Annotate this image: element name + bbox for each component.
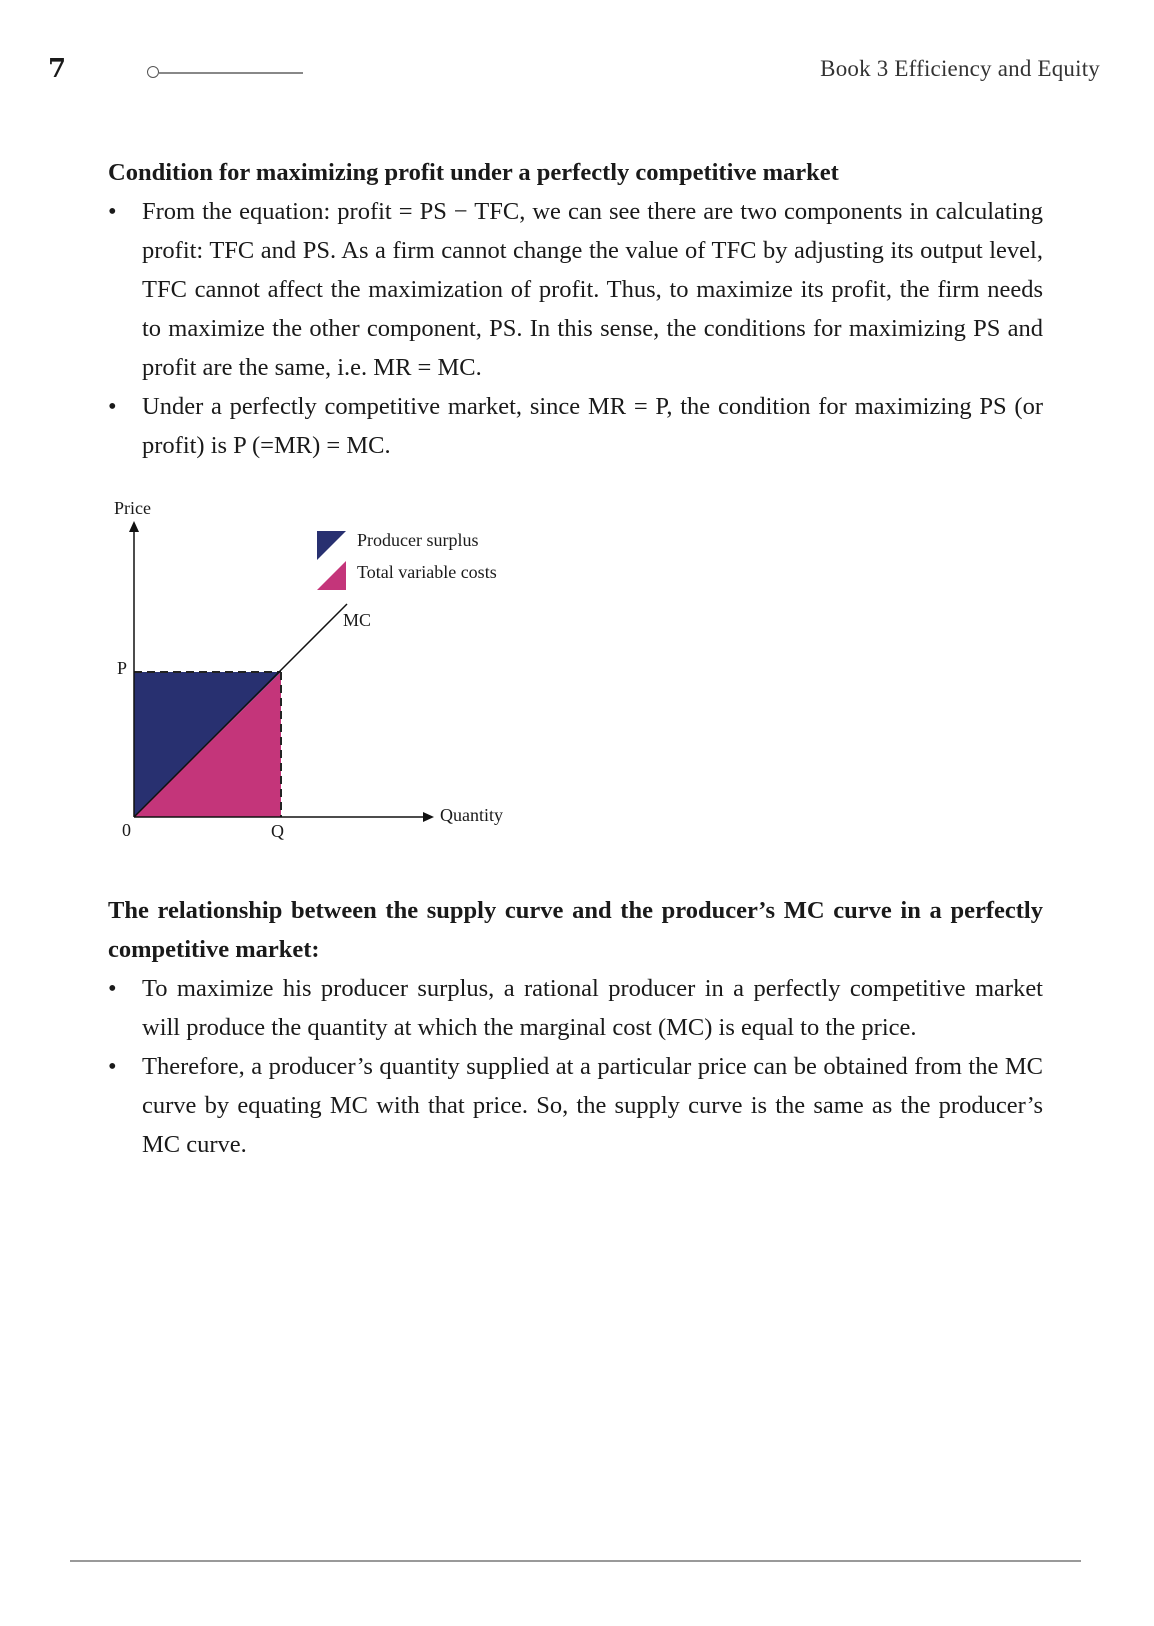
- y-axis-label: Price: [114, 498, 151, 518]
- bullet-item: • Therefore, a producer’s quantity supplied at a particular price can be obtained from the MC curve by equating MC with that price. So, the supply curve is the same as the producer’s MC curve.: [108, 1047, 1043, 1164]
- legend-swatch-total-variable-costs: [317, 561, 346, 590]
- price-label: P: [117, 658, 128, 678]
- bullet-item: • To maximize his producer surplus, a rational producer in a perfectly competitive market will produce the quantity at which the marginal cost (MC) is equal to the price.: [108, 969, 1043, 1047]
- page-number: 7: [48, 54, 67, 84]
- section-heading: Condition for maximizing profit under a perfectly competitive market: [108, 159, 839, 186]
- section-heading: The relationship between the supply curve and the producer’s MC curve in a perfectly competitive market:: [108, 897, 1043, 963]
- bullet-item: • From the equation: profit = PS − TFC, we can see there are two components in calculating profit: TFC and PS. As a firm cannot change the value of TFC by adjusting its output level, TFC cannot affect the maximization of profit. Thus, to maximize its profit, the firm needs to maximize the other component, PS. In this sense, the conditions for maximizing PS and profit are the same, i.e. MR = MC.: [108, 192, 1043, 387]
- legend-label-producer-surplus: Producer surplus: [357, 530, 479, 550]
- quantity-label: Q: [271, 821, 284, 841]
- x-axis-label: Quantity: [440, 805, 503, 825]
- section-supply-curve: [108, 891, 1043, 1164]
- legend-swatch-producer-surplus: [317, 531, 346, 560]
- book-title: Book 3 Efficiency and Equity: [820, 56, 1100, 81]
- mc-label: MC: [343, 610, 372, 630]
- bullet-item: • Under a perfectly competitive market, since MR = P, the condition for maximizing PS (or profit) is P (=MR) = MC.: [108, 387, 1043, 465]
- x-axis-arrow: [423, 812, 434, 822]
- y-axis-arrow: [129, 521, 139, 532]
- origin-label: 0: [122, 820, 131, 840]
- legend-label-total-variable-costs: Total variable costs: [357, 562, 497, 582]
- footer-rule: [70, 1560, 1081, 1562]
